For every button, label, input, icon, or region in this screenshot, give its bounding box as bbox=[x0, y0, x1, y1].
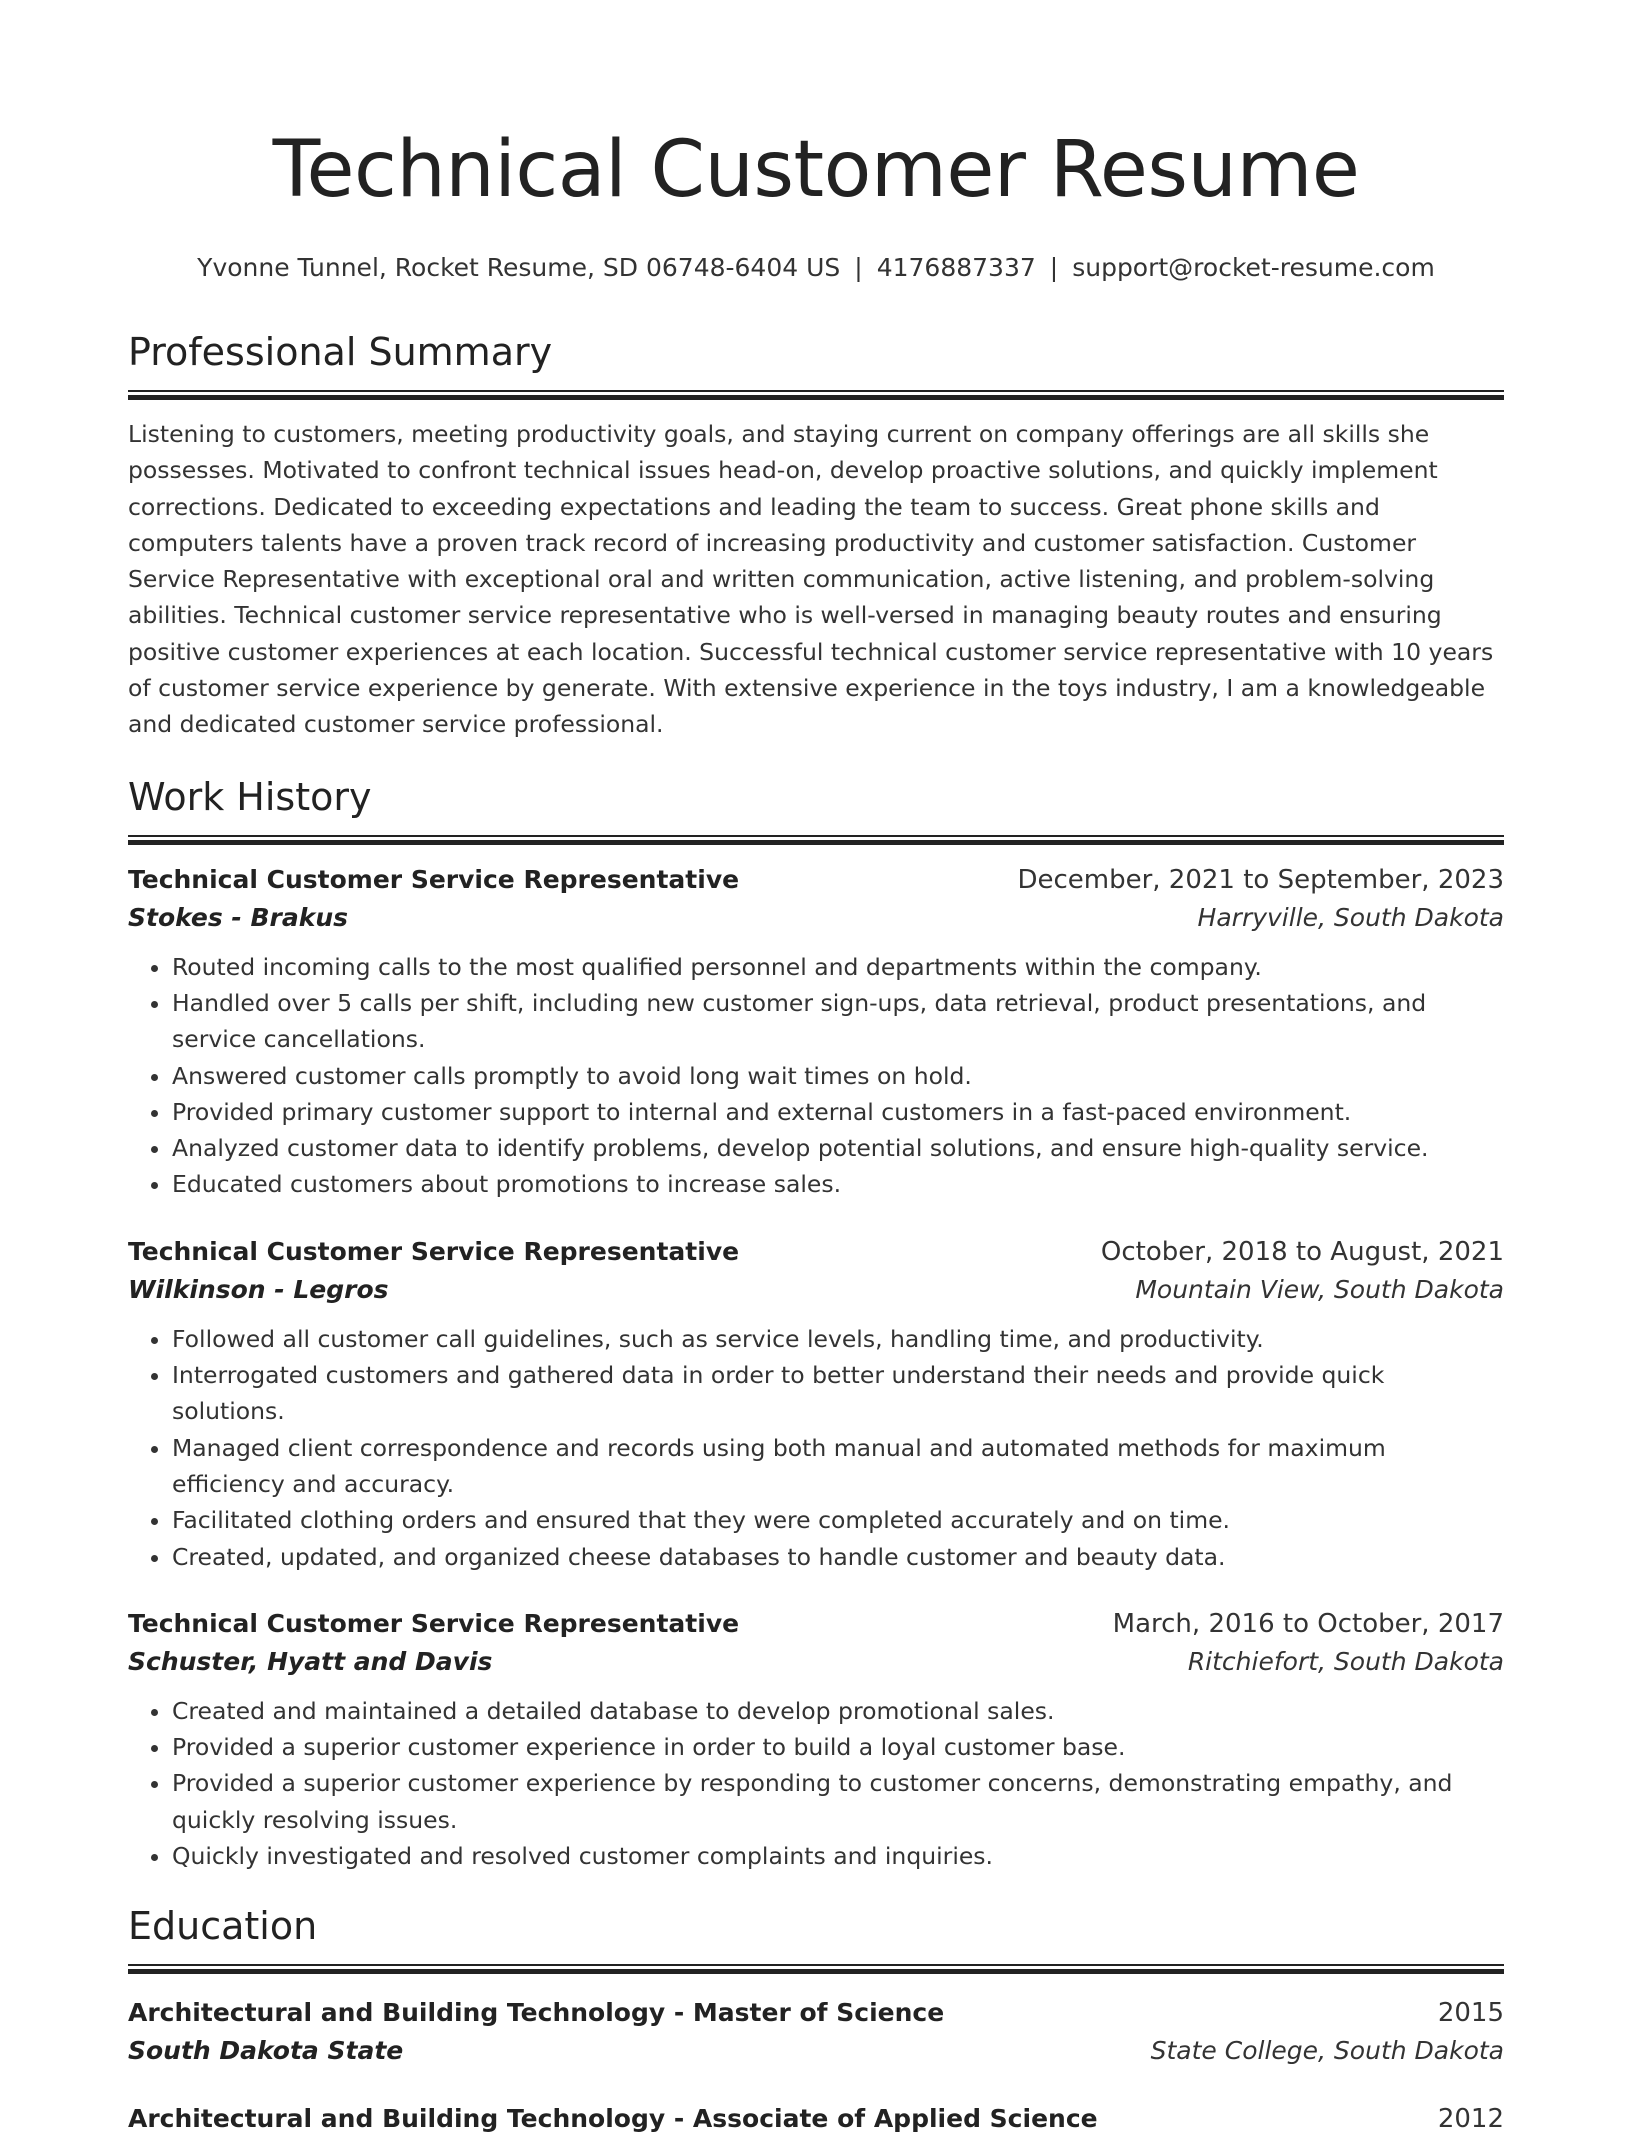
list-item: • Managed client correspondence and records using both manual and automated methods for maximum efficiency and accuracy. bbox=[172, 1430, 1504, 1503]
list-item: • Educated customers about promotions to increase sales. bbox=[172, 1166, 1504, 1202]
list-item: • Answered customer calls promptly to avoid long wait times on hold. bbox=[172, 1058, 1504, 1094]
job-entry bbox=[128, 1605, 1504, 1874]
section-divider bbox=[128, 1964, 1504, 1974]
education-year: 2012 bbox=[1437, 2104, 1504, 2135]
education-location: State College, South Dakota bbox=[1150, 2036, 1504, 2066]
education-entry bbox=[128, 1994, 1504, 2070]
summary-text: Listening to customers, meeting productivity goals, and staying current on company offerings are all skills she possesses. Motivated to confront technical issues head-on, develop proactive solutions, and quickly implement corrections. Dedicated to exceeding expectations and leading the team to success. Great phone skills and computers talents have a proven track record of increasing productivity and customer satisfaction. Customer Service Representative with exceptional oral and written communication, active listening, and problem-solving abilities. Technical customer service representative who is well-versed in managing beauty routes and ensuring positive customer experiences at each location. Successful technical customer service representative with 10 years of customer service experience by generate. With extensive experience in the toys industry, I am a knowledgeable and dedicated customer service professional. bbox=[128, 420, 1494, 739]
contact-line bbox=[128, 252, 1504, 284]
list-item: • Routed incoming calls to the most qualified personnel and departments within the company. bbox=[172, 949, 1504, 985]
job-bullets bbox=[128, 949, 1504, 1203]
job-dates: March, 2016 to October, 2017 bbox=[1112, 1608, 1504, 1639]
job-entry bbox=[128, 1233, 1504, 1575]
contact-separator: | bbox=[854, 253, 863, 282]
job-entry bbox=[128, 861, 1504, 1203]
section-heading-work-history: Work History bbox=[128, 774, 372, 819]
job-company: Stokes - Brakus bbox=[128, 902, 349, 932]
education-entry bbox=[128, 2100, 1504, 2138]
list-item: • Provided a superior customer experience in order to build a loyal customer base. bbox=[172, 1729, 1504, 1765]
work-history-section bbox=[128, 773, 1504, 1875]
contact-phone: 4176887337 bbox=[876, 253, 1036, 282]
list-item: • Facilitated clothing orders and ensured that they were completed accurately and on time. bbox=[172, 1502, 1504, 1538]
list-item: • Quickly investigated and resolved customer complaints and inquiries. bbox=[172, 1838, 1504, 1874]
education-degree: Architectural and Building Technology - Master of Science bbox=[128, 1998, 945, 2028]
job-title: Technical Customer Service Representative bbox=[128, 1236, 740, 1266]
job-bullets bbox=[128, 1693, 1504, 1874]
summary-section bbox=[128, 328, 1504, 743]
education-school: South Dakota State bbox=[128, 2036, 404, 2066]
list-item: • Created, updated, and organized cheese databases to handle customer and beauty data. bbox=[172, 1539, 1504, 1575]
education-section bbox=[128, 1902, 1504, 2138]
list-item: • Followed all customer call guidelines, such as service levels, handling time, and productivity. bbox=[172, 1321, 1504, 1357]
job-location: Mountain View, South Dakota bbox=[1135, 1274, 1504, 1304]
job-location: Harryville, South Dakota bbox=[1197, 902, 1504, 932]
job-company: Wilkinson - Legros bbox=[128, 1274, 389, 1304]
section-heading-education: Education bbox=[128, 1904, 318, 1949]
job-dates: October, 2018 to August, 2021 bbox=[1100, 1236, 1504, 1267]
list-item: • Interrogated customers and gathered data in order to better understand their needs and provide quick solutions. bbox=[172, 1357, 1504, 1430]
job-dates: December, 2021 to September, 2023 bbox=[1017, 864, 1504, 895]
list-item: • Created and maintained a detailed database to develop promotional sales. bbox=[172, 1693, 1504, 1729]
job-company: Schuster, Hyatt and Davis bbox=[128, 1646, 493, 1676]
contact-email: support@rocket-resume.com bbox=[1072, 253, 1435, 282]
list-item: • Provided primary customer support to internal and external customers in a fast-paced environment. bbox=[172, 1094, 1504, 1130]
education-year: 2015 bbox=[1437, 1998, 1504, 2029]
list-item: • Analyzed customer data to identify problems, develop potential solutions, and ensure high-quality service. bbox=[172, 1130, 1504, 1166]
contact-address: Yvonne Tunnel, Rocket Resume, SD 06748-6404 US bbox=[197, 253, 841, 282]
section-heading-summary: Professional Summary bbox=[128, 330, 553, 374]
section-divider bbox=[128, 390, 1504, 400]
list-item: • Handled over 5 calls per shift, including new customer sign-ups, data retrieval, product presentations, and service cancellations. bbox=[172, 985, 1504, 1058]
job-title: Technical Customer Service Representative bbox=[128, 864, 740, 894]
section-divider bbox=[128, 835, 1504, 845]
job-title: Technical Customer Service Representative bbox=[128, 1608, 740, 1638]
job-bullets bbox=[128, 1321, 1504, 1575]
contact-separator: | bbox=[1049, 253, 1059, 282]
job-location: Ritchiefort, South Dakota bbox=[1187, 1646, 1504, 1676]
resume-title: Technical Customer Resume bbox=[272, 125, 1360, 215]
education-degree: Architectural and Building Technology - Associate of Applied Science bbox=[128, 2104, 1098, 2134]
list-item: • Provided a superior customer experience by responding to customer concerns, demonstrating empathy, and quickly resolving issues. bbox=[172, 1765, 1504, 1838]
